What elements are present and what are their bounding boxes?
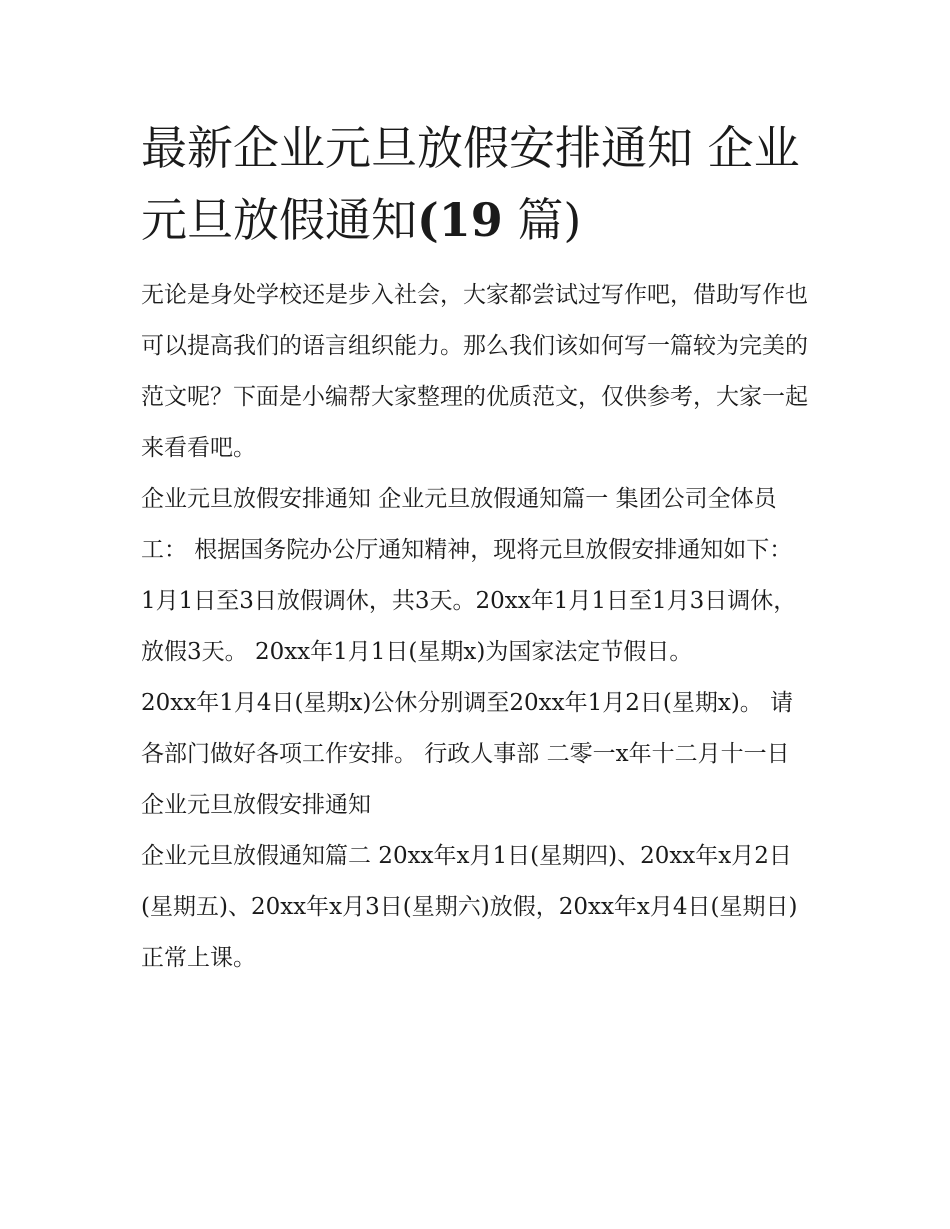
document-body [141, 112, 813, 984]
notice-paragraph-1: 企业元旦放假安排通知 企业元旦放假通知篇一 集团公司全体员工： 根据国务院办公厅通知精神，现将元旦放假安排通知如下： [141, 486, 793, 563]
document-title [141, 112, 813, 256]
title-text: 最新企业元旦放假安排通知 企业元旦放假通知 [141, 121, 800, 247]
notice-paragraph-2: 企业元旦放假通知篇二 20xx年x月1日(星期四)、20xx年x月2日(星期五)、20xx年x月3日(星期六)放假，20xx年x月4日(星期日)正常上课。 [141, 843, 798, 971]
adjustment-paragraph: 20xx年1月4日(星期x)公休分别调至20xx年1月2日(星期x)。 请各部门做好各项工作安排。 行政人事部 二零一x年十二月十一日 企业元旦放假安排通知 [141, 690, 794, 818]
holiday-paragraph: 1月1日至3日放假调休，共3天。20xx年1月1日至1月3日调休，放假3天。 20xx年1月1日(星期x)为国家法定节假日。 [141, 588, 797, 665]
intro-paragraph: 无论是身处学校还是步入社会，大家都尝试过写作吧，借助写作也可以提高我们的语言组织能力。那么我们该如何写一篇较为完美的范文呢？下面是小编帮大家整理的优质范文，仅供参考，大家一起来看看吧。 [141, 282, 808, 461]
title-count: (19 [417, 193, 503, 247]
title-suffix: 篇) [502, 193, 582, 247]
